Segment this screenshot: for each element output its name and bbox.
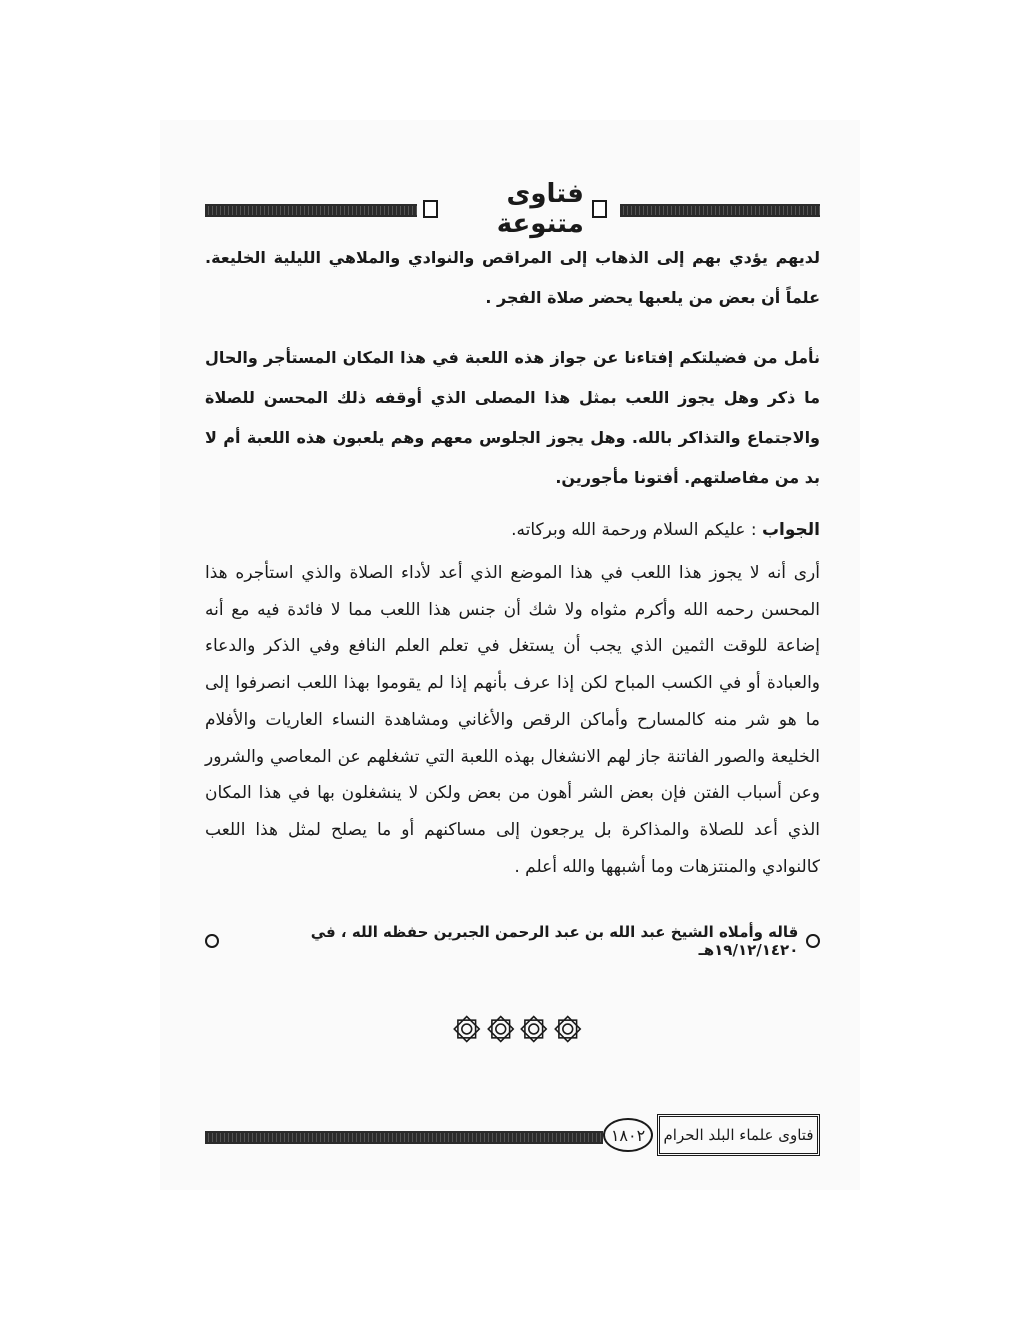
answer-body: أرى أنه لا يجوز هذا اللعب في هذا الموضع الذي أعد لأداء الصلاة والذي استأجره هذا المحسن رحمه الله وأكرم مثواه ولا شك أن جنس هذا اللعب مما لا فائدة فيه مع أنه إضاعة للوقت الثمين الذي يجب أن يستغل في تعلم العلم النافع وفي الذكر والدعاء والعبادة أو في الكسب المباح لكن إذا عرف بأنهم إذا لم يقوموا بهذا اللعب انصرفوا إلى ما هو شر منه كالمسارح وأماكن الرقص والأغاني ومشاهدة النساء العاريات والأفلام الخليعة والصور الفاتنة جاز لهم الانشغال بهذه اللعبة التي تشغلهم عن المعاصي والشرور وعن أسباب الفتن فإن بعض الشر أهون من بعض ولكن لا ينشغلون بها في هذا المكان الذي أعد للصلاة والمذاكرة بل يرجعون إلى مساكنهم أو ما يصلح لمثل هذا اللعب كالنوادي والمنتزهات وما أشبهها والله أعلم .	[205, 563, 820, 877]
book-title: فتاوى علماء البلد الحرام	[657, 1114, 820, 1156]
section-title	[423, 179, 607, 239]
answer-greeting: : عليكم السلام ورحمة الله وبركاته.	[511, 520, 762, 540]
attribution-note	[205, 923, 820, 959]
header-rule-right	[620, 204, 820, 217]
square-ornament-icon	[423, 200, 438, 218]
circle-bullet-icon	[806, 934, 820, 948]
octagram-ornament-icon	[486, 1012, 516, 1046]
page-footer	[205, 1112, 820, 1160]
page-header	[205, 179, 820, 239]
answer-heading	[205, 512, 820, 549]
end-ornaments	[452, 1012, 582, 1048]
circle-bullet-icon	[205, 934, 219, 948]
footer-rule	[205, 1131, 603, 1144]
attribution-text: قاله وأملاه الشيخ عبد الله بن عبد الرحمن الجبرين حفظه الله ، في ١٩/١٢/١٤٢٠هـ	[310, 923, 799, 959]
answer-label: الجواب	[761, 520, 820, 540]
question-paragraph-1: لديهم يؤدي بهم إلى الذهاب إلى المراقص والنوادي والملاهي الليلية الخليعة. علماً أن بعض من يلعبها يحضر صلاة الفجر .	[205, 248, 820, 307]
octagram-ornament-icon	[553, 1012, 583, 1046]
square-ornament-icon	[592, 200, 607, 218]
header-rule-left	[205, 204, 417, 217]
octagram-ornament-icon	[452, 1012, 482, 1046]
question-paragraph-2: نأمل من فضيلتكم إفتاءنا عن جواز هذه اللعبة في هذا المكان المستأجر والحال ما ذكر وهل يجوز اللعب بمثل هذا المصلى الذي أوقفه ذلك المحسن للصلاة والاجتماع والتذاكر بالله. وهل يجوز الجلوس معهم وهم يلعبون هذه اللعبة أم لا بد من مفاصلتهم. أفتونا مأجورين.	[205, 348, 820, 487]
octagram-ornament-icon	[519, 1012, 549, 1046]
page-number: ١٨٠٢	[603, 1118, 653, 1152]
section-title-text: فتاوى متنوعة	[496, 179, 584, 239]
